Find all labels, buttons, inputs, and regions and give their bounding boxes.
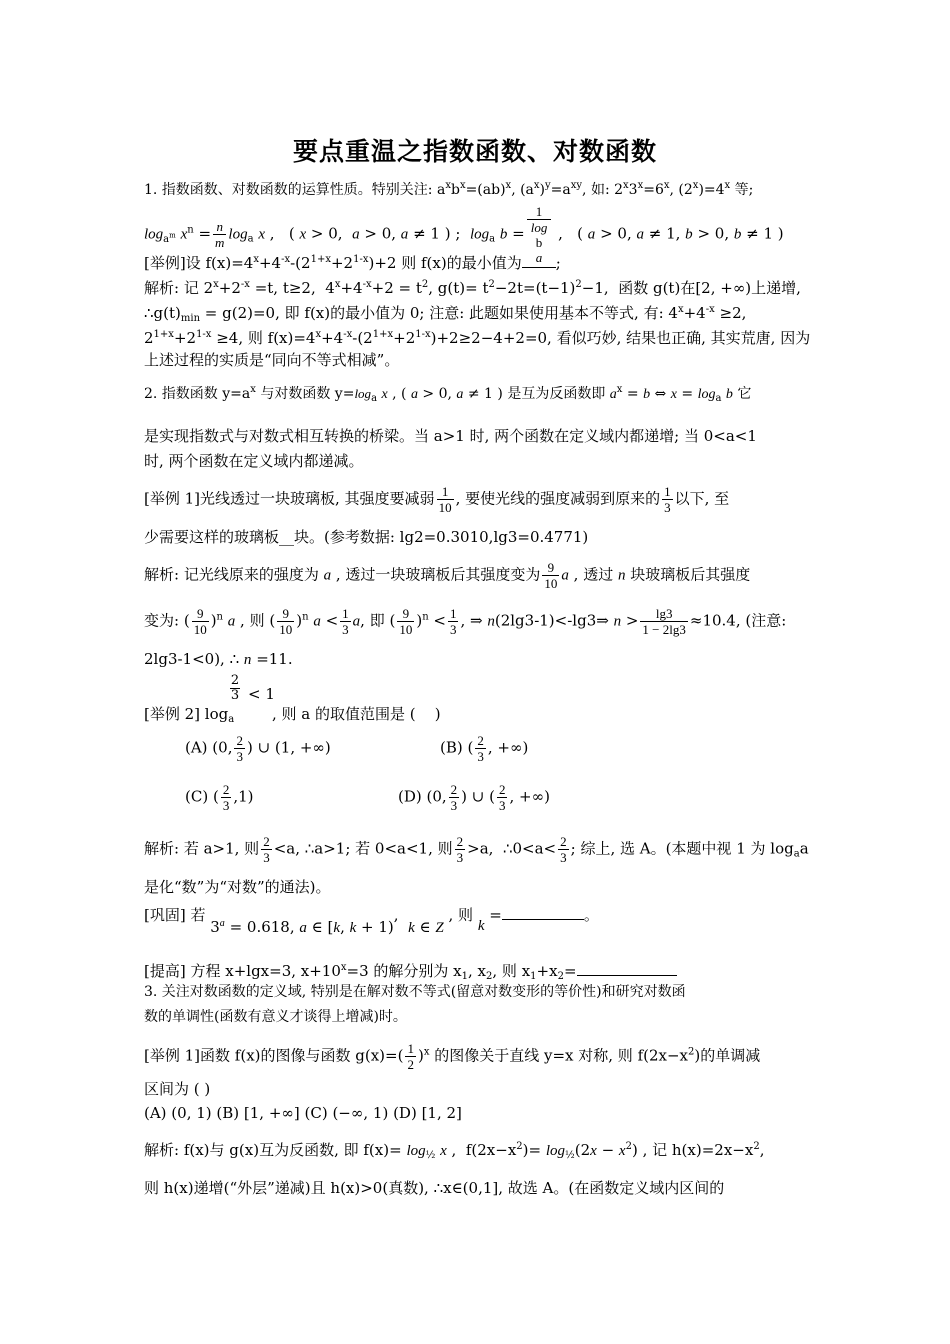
option-b: (B) ( $\frac{2}{3}$ , +∞) — [440, 733, 529, 764]
doc-line-18: 是化“数”为“对数”的通法)。 — [144, 878, 331, 896]
doc-line-13: 解析: 记光线原来的强度为 a , 透过一块玻璃板后其强度变为 $\frac{9}{10}$ a , 透过 n 块玻璃板后其强度 — [144, 560, 751, 591]
doc-line-24: 区间为 ( ) — [144, 1080, 211, 1098]
doc-line-17: 解析: 若 a>1, 则 $\frac{2}{3}$ <a, ∴a>1; 若 0<a<1, 则 $\frac{2}{3}$ >a, ∴0<a< $\frac{2}{3}$ ; 综上, 选 A。(本题中视 1 为 $\log_aa$ — [144, 834, 809, 865]
doc-line-20: [提高] 方程 x+lgx=3, $x+10^x=3$ 的解分别为 $x_1$, $x_2$, 则 $x_1+x_2=$ — [144, 958, 809, 987]
doc-line-12: 少需要这样的玻璃板__块。(参考数据: lg2=0.3010,lg3=0.4771) — [144, 528, 589, 546]
doc-line-21: 3. 关注对数函数的定义域, 特别是在解对数不等式(留意对数变形的等价性)和研究对数函 — [144, 984, 686, 1000]
doc-line-2: $\log_{a^m} x^n$ = $\frac{n}{m}$ $\log_a x$ , ( x > 0, a > 0, a ≠ 1 ) ; $\log_a b$ = 1 log b a , ( a > 0, a ≠ 1, b > 0, b ≠ 1 ) — [144, 204, 784, 265]
doc-line-1: 1. 指数函数、对数函数的运算性质。特别关注: $a^xb^x=(ab)^x$, $(a^x)^y=a^{xy}$, 如: $2^x3^x=6^x$, $(2^x)=4^x$ 等; — [144, 180, 754, 198]
doc-line-27: 则 h(x)递增(“外层”递减)且 h(x)>0(真数), ∴x∈(0,1], 故选 A。(在函数定义域内区间的 — [144, 1179, 725, 1197]
doc-line-15: 2lg3-1<0), ∴ n =11. — [144, 650, 293, 668]
doc-line-6: $2^{1+x}+2^{1-x} \ge 4$, 则 $f(x)=4^x+4^{-x}-(2^{1+x}+2^{1-x})+2\ge 2-4+2=0$, 看似巧妙, 结果也正确, 其实荒唐, 因为 — [144, 329, 811, 347]
doc-line-9: 是实现指数式与对数式相互转换的桥梁。当 a>1 时, 两个函数在定义域内都递增; 当 0<a<1 — [144, 427, 757, 445]
doc-line-26: 解析: f(x)与 g(x)互为反函数, 即 $f(x)= \log_{\frac{1}{2}} x$ , $f(2x-x^2)= \log_{\frac{1}{2}}(2x - x^2)$ , 记 $h(x)=2x-x^2$, — [144, 1141, 765, 1161]
doc-line-8: 2. 指数函数 $y=a^x$ 与对数函数 $y=\log_a$ x , ( a > 0, a ≠ 1 ) 是互为反函数即 $a^x = b$ ⇔ $x = \log_a b$ 它 — [144, 384, 752, 404]
doc-line-5: $\therefore g(t)_{min} = g(2)=0$, 即 f(x)的最小值为 0; 注意: 此题如果使用基本不等式, 有: $4^x+4^{-x} \ge 2$, — [144, 304, 747, 324]
doc-line-4: 解析: 记 $2^x+2^{-x} =t$, t≥2, $4^x+4^{-x}+2 = t^2$, $g(t)= t^2-2t=(t-1)^2-1$, 函数 g(t)在[2, +∞)上递增, — [144, 279, 801, 297]
option-d: (D) (0, $\frac{2}{3}$ ) ∪ ( $\frac{2}{3}$ , +∞) — [398, 782, 550, 813]
doc-line-25: (A) (0, 1) (B) [1, +∞] (C) (−∞, 1) (D) [1, 2] — [144, 1104, 462, 1122]
doc-line-23: [举例 1]函数 f(x)的图像与函数 g(x)=( $\frac{1}{2}$ )$^x$ 的图像关于直线 y=x 对称, 则 $f(2x-x^2)$的单调减 — [144, 1041, 761, 1072]
option-c: (C) ( $\frac{2}{3}$ ,1) — [185, 782, 254, 813]
doc-line-11: [举例 1]光线透过一块玻璃板, 其强度要减弱 $\frac{1}{10}$ , 要使光线的强度减弱到原来的 $\frac{1}{3}$ 以下, 至 — [144, 484, 730, 515]
page-title: 要点重温之指数函数、对数函数 — [292, 137, 657, 166]
doc-line-3: [举例]设 $f(x)=4^x+4^{-x}-(2^{1+x}+2^{1-x})+2$ 则 f(x)的最小值为 ; — [144, 254, 561, 272]
doc-line-16: 2 3 < 1 [举例 2] $\log_a$ , 则 a 的取值范围是 ( ) — [144, 673, 441, 725]
doc-line-10: 时, 两个函数在定义域内都递减。 — [144, 452, 364, 470]
doc-line-14: 变为: ( $\frac{9}{10}$ )$^n$ a , 则 ( $\frac{9}{10}$ )$^n$ a < $\frac{1}{3}$ a, 即 ( $\frac{9}{10}$ )$^n$ < $\frac{1}{3}$ , ⇒ n(2lg3-1)<-lg3⇒ n > $\frac{\lg 3}{1 - 2\lg 3}$ ≈10.4, (注意: — [144, 606, 787, 637]
doc-line-22: 数的单调性(函数有意义才谈得上增减)时。 — [144, 1009, 407, 1025]
doc-line-7: 上述过程的实质是“同向不等式相减”。 — [144, 351, 400, 369]
doc-line-19: [巩固] 若 $3^a = 0.618$, a ∈ [k, k + 1), k ∈ Z , 则 k = 。 — [144, 906, 599, 936]
option-a: (A) (0, $\frac{2}{3}$ ) ∪ (1, +∞) — [185, 733, 331, 764]
